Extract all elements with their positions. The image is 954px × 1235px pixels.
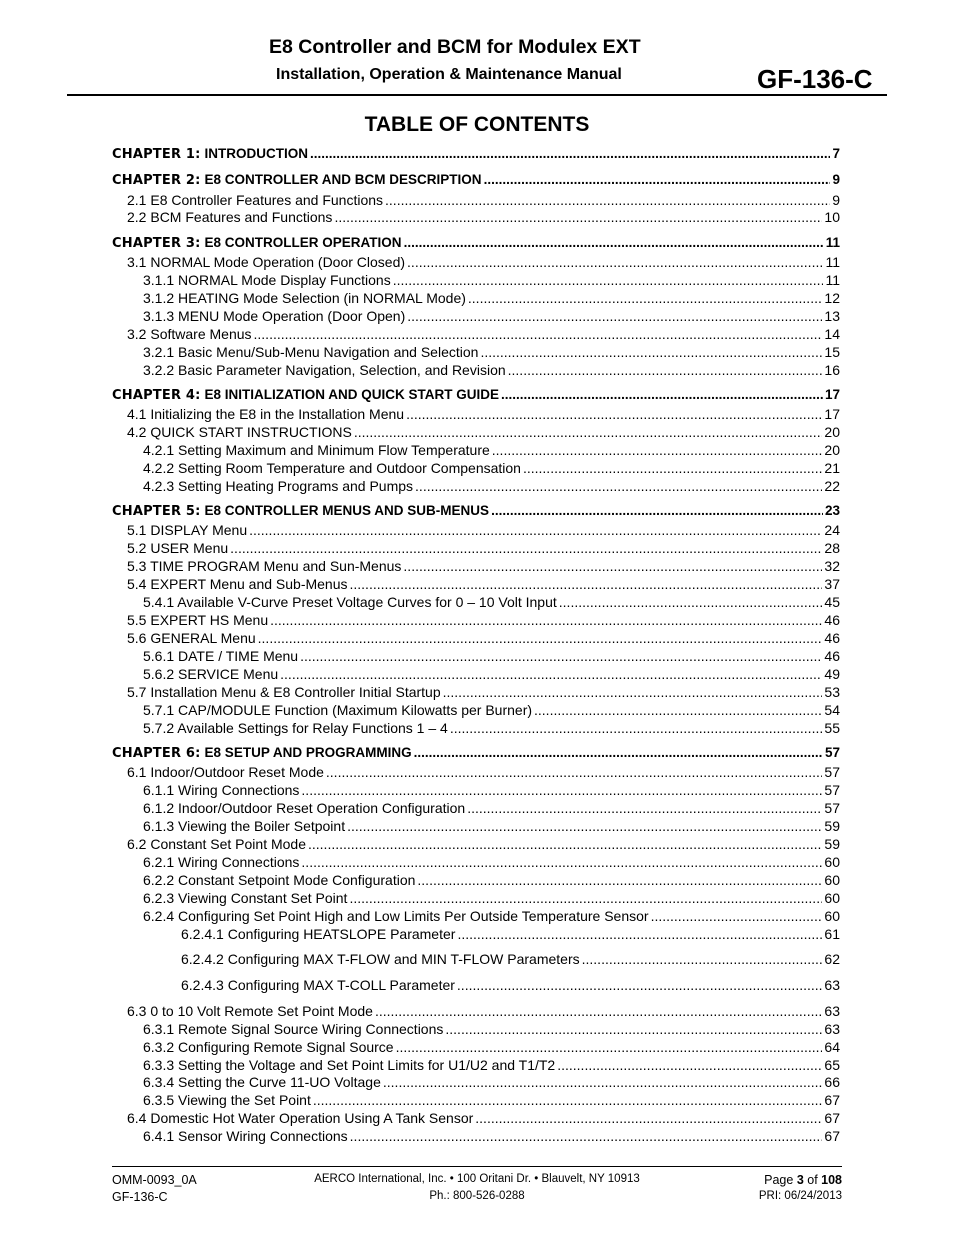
toc-page-number: 65 bbox=[824, 1057, 840, 1073]
toc-entry-title bbox=[143, 307, 405, 325]
document-title: E8 Controller and BCM for Modulex EXT bbox=[269, 36, 641, 58]
toc-section-entry[interactable] bbox=[143, 907, 840, 925]
toc-entry-title bbox=[112, 502, 489, 521]
toc-leader-dots bbox=[492, 441, 823, 459]
toc-entry-label: 5.7.1 CAP/MODULE Function (Maximum Kilowatts per Burner) bbox=[143, 702, 533, 718]
toc-leader-dots bbox=[406, 405, 822, 423]
toc-entry-title bbox=[112, 744, 412, 763]
page-total: 108 bbox=[821, 1173, 842, 1187]
toc-entry-title bbox=[127, 763, 324, 781]
toc-entry-label: 5.7 Installation Menu & E8 Controller Initial Startup bbox=[127, 684, 441, 700]
toc-chapter-number: CHAPTER 1: bbox=[112, 147, 201, 162]
toc-leader-dots bbox=[559, 593, 823, 611]
footer-phone: Ph.: 800-526-0288 bbox=[429, 1190, 525, 1202]
toc-entry-title bbox=[127, 629, 256, 647]
toc-page-number: 11 bbox=[825, 272, 840, 288]
toc-entry-label: 6.3.3 Setting the Voltage and Set Point Limits for U1/U2 and T1/T2 bbox=[143, 1057, 556, 1073]
toc-entry-title bbox=[143, 343, 478, 361]
toc-chapter-number: CHAPTER 2: bbox=[112, 173, 201, 188]
toc-section-entry[interactable] bbox=[143, 307, 840, 325]
toc-page-number: 46 bbox=[824, 612, 840, 628]
toc-heading: TABLE OF CONTENTS bbox=[364, 113, 590, 136]
toc-page-number: 61 bbox=[824, 926, 840, 942]
toc-section-entry[interactable] bbox=[143, 799, 840, 817]
toc-entry-title bbox=[127, 575, 348, 593]
toc-entry-title bbox=[143, 781, 299, 799]
toc-leader-dots bbox=[310, 145, 830, 163]
toc-entry-title bbox=[143, 271, 391, 289]
toc-page-number: 67 bbox=[824, 1128, 840, 1144]
toc-leader-dots bbox=[254, 325, 823, 343]
toc-entry-label: 3.1.3 MENU Mode Operation (Door Open) bbox=[143, 308, 406, 324]
toc-entry-label: 6.1 Indoor/Outdoor Reset Mode bbox=[127, 764, 324, 780]
toc-entry-label: 5.4.1 Available V-Curve Preset Voltage Curves for 0 – 10 Volt Input bbox=[143, 594, 557, 610]
toc-leader-dots bbox=[383, 1073, 823, 1091]
toc-leader-dots bbox=[396, 1038, 823, 1056]
toc-entry-label: E8 SETUP AND PROGRAMMING bbox=[204, 745, 412, 760]
toc-entry-title bbox=[127, 208, 332, 226]
toc-chapter-entry[interactable] bbox=[112, 145, 840, 164]
toc-leader-dots bbox=[354, 423, 823, 441]
toc-section-entry[interactable] bbox=[143, 271, 840, 289]
toc-entry-label: 6.2.1 Wiring Connections bbox=[143, 854, 300, 870]
toc-leader-dots bbox=[445, 1020, 822, 1038]
toc-leader-dots bbox=[385, 191, 830, 209]
toc-entry-title bbox=[143, 1091, 311, 1109]
toc-leader-dots bbox=[468, 289, 823, 307]
toc-section-entry[interactable] bbox=[143, 889, 840, 907]
toc-entry-title bbox=[143, 871, 415, 889]
toc-section-entry[interactable] bbox=[143, 1056, 840, 1074]
toc-leader-dots bbox=[467, 799, 822, 817]
toc-entry-title bbox=[143, 1020, 443, 1038]
toc-page-number: 60 bbox=[824, 854, 840, 870]
toc-section-entry[interactable] bbox=[143, 593, 840, 611]
toc-entry-label: 3.1.2 HEATING Mode Selection (in NORMAL Mode) bbox=[143, 290, 466, 306]
toc-leader-dots bbox=[407, 253, 823, 271]
toc-entry-title bbox=[127, 611, 268, 629]
toc-page-number: 20 bbox=[824, 442, 840, 458]
toc-page-number: 67 bbox=[824, 1110, 840, 1126]
toc-leader-dots bbox=[501, 386, 823, 404]
toc-entry-label: INTRODUCTION bbox=[204, 146, 309, 161]
toc-page-number: 57 bbox=[824, 800, 840, 816]
toc-chapter-number: CHAPTER 4: bbox=[112, 388, 201, 403]
toc-page-number: 9 bbox=[832, 172, 840, 187]
toc-entry-label: 3.2.2 Basic Parameter Navigation, Selection, and Revision bbox=[143, 362, 506, 378]
toc-leader-dots bbox=[349, 889, 822, 907]
toc-entry-label: 6.1.2 Indoor/Outdoor Reset Operation Configuration bbox=[143, 800, 466, 816]
page-of: of bbox=[803, 1173, 822, 1187]
toc-page-number: 55 bbox=[824, 720, 840, 736]
toc-page-number: 63 bbox=[824, 977, 840, 993]
toc-entry-label: 6.2.4.2 Configuring MAX T-FLOW and MIN T-FLOW Parameters bbox=[181, 951, 580, 967]
toc-page-number: 63 bbox=[824, 1021, 840, 1037]
toc-page-number: 66 bbox=[824, 1074, 840, 1090]
toc-section-entry[interactable] bbox=[143, 1020, 840, 1038]
toc-entry-label: 5.1 DISPLAY Menu bbox=[127, 522, 248, 538]
toc-leader-dots bbox=[258, 629, 823, 647]
toc-entry-title bbox=[127, 683, 441, 701]
toc-entry-title bbox=[127, 253, 405, 271]
toc-entry-title bbox=[143, 907, 649, 925]
footer-page-number bbox=[764, 1173, 842, 1187]
toc-entry-label: E8 CONTROLLER MENUS AND SUB-MENUS bbox=[204, 503, 490, 518]
toc-leader-dots bbox=[230, 539, 822, 557]
toc-entry-title bbox=[143, 647, 298, 665]
toc-page-number: 67 bbox=[824, 1092, 840, 1108]
toc-leader-dots bbox=[313, 1091, 823, 1109]
toc-page-number: 57 bbox=[824, 745, 840, 760]
toc-section-entry[interactable] bbox=[143, 1091, 840, 1109]
toc-section-entry[interactable] bbox=[181, 950, 840, 968]
toc-page-number: 10 bbox=[824, 209, 840, 225]
toc-page-number: 11 bbox=[825, 254, 840, 270]
toc-entry-label: E8 INITIALIZATION AND QUICK START GUIDE bbox=[204, 387, 500, 402]
toc-entry-label: E8 CONTROLLER OPERATION bbox=[204, 235, 402, 250]
toc-leader-dots bbox=[334, 208, 822, 226]
toc-entry-title bbox=[112, 171, 482, 190]
toc-page-number: 64 bbox=[824, 1039, 840, 1055]
toc-entry-title bbox=[143, 459, 521, 477]
toc-page-number: 53 bbox=[824, 684, 840, 700]
toc-entry-title bbox=[143, 441, 490, 459]
toc-entry-label: 6.2.2 Constant Setpoint Mode Configuration bbox=[143, 872, 416, 888]
toc-section-entry[interactable] bbox=[143, 647, 840, 665]
toc-section-entry[interactable] bbox=[143, 871, 840, 889]
toc-leader-dots bbox=[350, 1127, 823, 1145]
toc-entry-title bbox=[143, 701, 532, 719]
toc-leader-dots bbox=[375, 1002, 822, 1020]
toc-section-entry[interactable] bbox=[127, 253, 840, 271]
toc-leader-dots bbox=[308, 835, 822, 853]
toc-entry-title bbox=[143, 1056, 555, 1074]
toc-leader-dots bbox=[534, 701, 822, 719]
document-subtitle: Installation, Operation & Maintenance Manual bbox=[276, 66, 622, 83]
toc-entry-title bbox=[143, 817, 345, 835]
toc-section-entry[interactable] bbox=[127, 208, 840, 226]
toc-chapter-number: CHAPTER 3: bbox=[112, 236, 201, 251]
toc-page-number: 22 bbox=[824, 478, 840, 494]
toc-page-number: 28 bbox=[824, 540, 840, 556]
toc-leader-dots bbox=[347, 817, 822, 835]
toc-leader-dots bbox=[457, 925, 822, 943]
toc-entry-label: 5.6.2 SERVICE Menu bbox=[143, 666, 279, 682]
toc-page-number: 60 bbox=[824, 872, 840, 888]
toc-page-number: 57 bbox=[824, 782, 840, 798]
page-prefix: Page bbox=[764, 1173, 797, 1187]
toc-entry-label: 6.1.1 Wiring Connections bbox=[143, 782, 300, 798]
toc-leader-dots bbox=[415, 477, 822, 495]
toc-leader-dots bbox=[523, 459, 822, 477]
toc-entry-label: 5.6 GENERAL Menu bbox=[127, 630, 256, 646]
toc-section-entry[interactable] bbox=[127, 629, 840, 647]
page-current: 3 bbox=[796, 1173, 804, 1187]
toc-section-entry[interactable] bbox=[127, 611, 840, 629]
toc-page-number: 46 bbox=[824, 648, 840, 664]
toc-entry-title bbox=[112, 234, 402, 253]
toc-section-entry[interactable] bbox=[143, 1038, 840, 1056]
toc-section-entry[interactable] bbox=[127, 539, 840, 557]
toc-entry-label: 2.1 E8 Controller Features and Functions bbox=[127, 192, 384, 208]
toc-entry-title bbox=[127, 557, 401, 575]
toc-entry-title bbox=[143, 361, 506, 379]
toc-entry-title bbox=[127, 423, 352, 441]
toc-entry-label: 5.6.1 DATE / TIME Menu bbox=[143, 648, 299, 664]
toc-page-number: 62 bbox=[824, 951, 840, 967]
toc-page-number: 13 bbox=[824, 308, 840, 324]
toc-entry-label: 4.2.1 Setting Maximum and Minimum Flow Temperature bbox=[143, 442, 490, 458]
toc-entry-title bbox=[143, 1127, 348, 1145]
toc-section-entry[interactable] bbox=[143, 289, 840, 307]
toc-section-entry[interactable] bbox=[181, 976, 840, 994]
toc-page-number: 46 bbox=[824, 630, 840, 646]
toc-section-entry[interactable] bbox=[127, 423, 840, 441]
toc-entry-title bbox=[127, 1109, 473, 1127]
toc-leader-dots bbox=[326, 763, 823, 781]
toc-chapter-entry[interactable] bbox=[112, 744, 840, 763]
toc-page-number: 16 bbox=[824, 362, 840, 378]
toc-entry-label: 6.1.3 Viewing the Boiler Setpoint bbox=[143, 818, 346, 834]
toc-entry-label: E8 CONTROLLER AND BCM DESCRIPTION bbox=[204, 172, 482, 187]
toc-leader-dots bbox=[417, 871, 822, 889]
toc-section-entry[interactable] bbox=[143, 853, 840, 871]
toc-entry-label: 4.2.3 Setting Heating Programs and Pumps bbox=[143, 478, 414, 494]
toc-entry-label: 4.2.2 Setting Room Temperature and Outdoor Compensation bbox=[143, 460, 521, 476]
toc-entry-label: 6.2.3 Viewing Constant Set Point bbox=[143, 890, 348, 906]
toc-entry-label: 6.2.4 Configuring Set Point High and Low Limits Per Outside Temperature Sensor bbox=[143, 908, 649, 924]
toc-page-number: 12 bbox=[824, 290, 840, 306]
toc-page-number: 24 bbox=[824, 522, 840, 538]
header-divider bbox=[67, 94, 887, 96]
toc-section-entry[interactable] bbox=[143, 361, 840, 379]
toc-leader-dots bbox=[301, 853, 822, 871]
toc-entry-label: 4.1 Initializing the E8 in the Installation Menu bbox=[127, 406, 405, 422]
toc-section-entry[interactable] bbox=[143, 665, 840, 683]
toc-page-number: 15 bbox=[824, 344, 840, 360]
toc-section-entry[interactable] bbox=[127, 521, 840, 539]
toc-entry-title bbox=[181, 925, 455, 943]
toc-section-entry[interactable] bbox=[143, 441, 840, 459]
toc-section-entry[interactable] bbox=[127, 405, 840, 423]
toc-entry-title bbox=[143, 853, 299, 871]
toc-leader-dots bbox=[475, 1109, 822, 1127]
footer-doc-code: GF-136-C bbox=[112, 1190, 168, 1204]
toc-page-number: 17 bbox=[824, 387, 840, 402]
toc-page-number: 57 bbox=[824, 764, 840, 780]
toc-page-number: 54 bbox=[824, 702, 840, 718]
toc-page-number: 45 bbox=[824, 594, 840, 610]
toc-leader-dots bbox=[450, 719, 823, 737]
toc-leader-dots bbox=[443, 683, 823, 701]
toc-section-entry[interactable] bbox=[143, 817, 840, 835]
toc-entry-label: 6.4 Domestic Hot Water Operation Using A Tank Sensor bbox=[127, 1110, 474, 1126]
toc-leader-dots bbox=[301, 781, 822, 799]
toc-page-number: 17 bbox=[824, 406, 840, 422]
toc-page-number: 60 bbox=[824, 908, 840, 924]
toc-entry-label: 6.2.4.1 Configuring HEATSLOPE Parameter bbox=[181, 926, 456, 942]
toc-leader-dots bbox=[651, 907, 823, 925]
toc-page-number: 32 bbox=[824, 558, 840, 574]
toc-chapter-number: CHAPTER 5: bbox=[112, 504, 201, 519]
toc-entry-label: 6.2 Constant Set Point Mode bbox=[127, 836, 306, 852]
toc-leader-dots bbox=[582, 950, 823, 968]
toc-leader-dots bbox=[457, 976, 823, 994]
toc-entry-title bbox=[127, 191, 383, 209]
footer-divider bbox=[112, 1166, 842, 1167]
toc-chapter-entry[interactable] bbox=[112, 234, 840, 253]
toc-entry-label: 6.3 0 to 10 Volt Remote Set Point Mode bbox=[127, 1003, 373, 1019]
toc-leader-dots bbox=[403, 557, 822, 575]
toc-page-number: 59 bbox=[824, 836, 840, 852]
toc-entry-title bbox=[143, 593, 557, 611]
toc-section-entry[interactable] bbox=[127, 1109, 840, 1127]
toc-leader-dots bbox=[557, 1056, 822, 1074]
toc-leader-dots bbox=[414, 744, 823, 762]
toc-page-number: 60 bbox=[824, 890, 840, 906]
toc-section-entry[interactable] bbox=[143, 1073, 840, 1091]
toc-entry-title bbox=[143, 1038, 394, 1056]
toc-page-number: 14 bbox=[824, 326, 840, 342]
toc-page-number: 11 bbox=[825, 235, 840, 250]
toc-page-number: 20 bbox=[824, 424, 840, 440]
toc-section-entry[interactable] bbox=[127, 557, 840, 575]
toc-entry-title bbox=[143, 799, 465, 817]
toc-leader-dots bbox=[484, 171, 831, 189]
footer-pri-date: PRI: 06/24/2013 bbox=[758, 1190, 842, 1202]
toc-chapter-entry[interactable] bbox=[112, 502, 840, 521]
toc-entry-label: 6.3.1 Remote Signal Source Wiring Connections bbox=[143, 1021, 444, 1037]
toc-section-entry[interactable] bbox=[127, 575, 840, 593]
toc-entry-label: 6.4.1 Sensor Wiring Connections bbox=[143, 1128, 348, 1144]
toc-section-entry[interactable] bbox=[143, 477, 840, 495]
toc-page-number: 7 bbox=[832, 146, 840, 161]
toc-page-number: 63 bbox=[824, 1003, 840, 1019]
toc-entry-label: 6.3.5 Viewing the Set Point bbox=[143, 1092, 311, 1108]
toc-entry-title bbox=[127, 539, 228, 557]
toc-entry-label: 5.2 USER Menu bbox=[127, 540, 229, 556]
toc-entry-title bbox=[127, 1002, 373, 1020]
toc-section-entry[interactable] bbox=[143, 781, 840, 799]
toc-section-entry[interactable] bbox=[127, 191, 840, 209]
toc-page-number: 21 bbox=[824, 460, 840, 476]
toc-entry-title bbox=[181, 950, 580, 968]
toc-entry-title bbox=[143, 477, 413, 495]
toc-entry-label: 3.2.1 Basic Menu/Sub-Menu Navigation and Selection bbox=[143, 344, 479, 360]
toc-entry-label: 6.2.4.3 Configuring MAX T-COLL Parameter bbox=[181, 977, 455, 993]
toc-leader-dots bbox=[270, 611, 822, 629]
toc-section-entry[interactable] bbox=[127, 683, 840, 701]
toc-leader-dots bbox=[407, 307, 822, 325]
toc-entry-label: 3.2 Software Menus bbox=[127, 326, 252, 342]
toc-entry-label: 6.3.4 Setting the Curve 11-UO Voltage bbox=[143, 1074, 381, 1090]
toc-section-entry[interactable] bbox=[143, 459, 840, 477]
toc-section-entry[interactable] bbox=[143, 343, 840, 361]
toc-leader-dots bbox=[508, 361, 823, 379]
toc-entry-label: 3.1.1 NORMAL Mode Display Functions bbox=[143, 272, 391, 288]
footer-doc-number: OMM-0093_0A bbox=[112, 1173, 197, 1187]
toc-entry-title bbox=[143, 289, 466, 307]
toc-entry-label: 5.5 EXPERT HS Menu bbox=[127, 612, 269, 628]
toc-section-entry[interactable] bbox=[143, 719, 840, 737]
toc-leader-dots bbox=[491, 502, 823, 520]
toc-entry-title bbox=[143, 665, 278, 683]
toc-section-entry[interactable] bbox=[127, 835, 840, 853]
toc-section-entry[interactable] bbox=[127, 1002, 840, 1020]
toc-entry-title bbox=[143, 1073, 381, 1091]
toc-section-entry[interactable] bbox=[127, 325, 840, 343]
toc-section-entry[interactable] bbox=[143, 1127, 840, 1145]
toc-chapter-entry[interactable] bbox=[112, 386, 840, 405]
toc-page-number: 37 bbox=[824, 576, 840, 592]
toc-entry-title bbox=[143, 889, 347, 907]
toc-section-entry[interactable] bbox=[127, 763, 840, 781]
toc-page-number: 9 bbox=[832, 192, 840, 208]
toc-entry-label: 4.2 QUICK START INSTRUCTIONS bbox=[127, 424, 352, 440]
toc-entry-title bbox=[143, 719, 448, 737]
toc-entry-title bbox=[127, 405, 404, 423]
toc-section-entry[interactable] bbox=[143, 701, 840, 719]
toc-entry-label: 3.1 NORMAL Mode Operation (Door Closed) bbox=[127, 254, 406, 270]
toc-entry-label: 5.4 EXPERT Menu and Sub-Menus bbox=[127, 576, 348, 592]
toc-entry-title bbox=[112, 145, 308, 164]
toc-leader-dots bbox=[249, 521, 822, 539]
toc-entry-title bbox=[181, 976, 455, 994]
toc-entry-label: 5.7.2 Available Settings for Relay Functions 1 – 4 bbox=[143, 720, 448, 736]
toc-entry-title bbox=[112, 386, 499, 405]
toc-page-number: 23 bbox=[824, 503, 840, 518]
toc-entry-title bbox=[127, 521, 247, 539]
toc-page-number: 49 bbox=[824, 666, 840, 682]
document-code: GF-136-C bbox=[757, 64, 873, 94]
toc-leader-dots bbox=[480, 343, 822, 361]
toc-chapter-entry[interactable] bbox=[112, 171, 840, 190]
toc-entry-title bbox=[127, 835, 306, 853]
toc-leader-dots bbox=[404, 234, 824, 252]
toc-leader-dots bbox=[300, 647, 822, 665]
toc-chapter-number: CHAPTER 6: bbox=[112, 746, 201, 761]
toc-leader-dots bbox=[350, 575, 823, 593]
toc-entry-label: 5.3 TIME PROGRAM Menu and Sun-Menus bbox=[127, 558, 402, 574]
toc-entry-title bbox=[127, 325, 252, 343]
toc-section-entry[interactable] bbox=[181, 925, 840, 943]
toc-leader-dots bbox=[393, 271, 824, 289]
toc-page-number: 59 bbox=[824, 818, 840, 834]
toc-entry-label: 2.2 BCM Features and Functions bbox=[127, 209, 333, 225]
toc-leader-dots bbox=[280, 665, 822, 683]
footer-address: AERCO International, Inc. • 100 Oritani Dr. • Blauvelt, NY 10913 bbox=[314, 1173, 640, 1185]
toc-entry-label: 6.3.2 Configuring Remote Signal Source bbox=[143, 1039, 394, 1055]
